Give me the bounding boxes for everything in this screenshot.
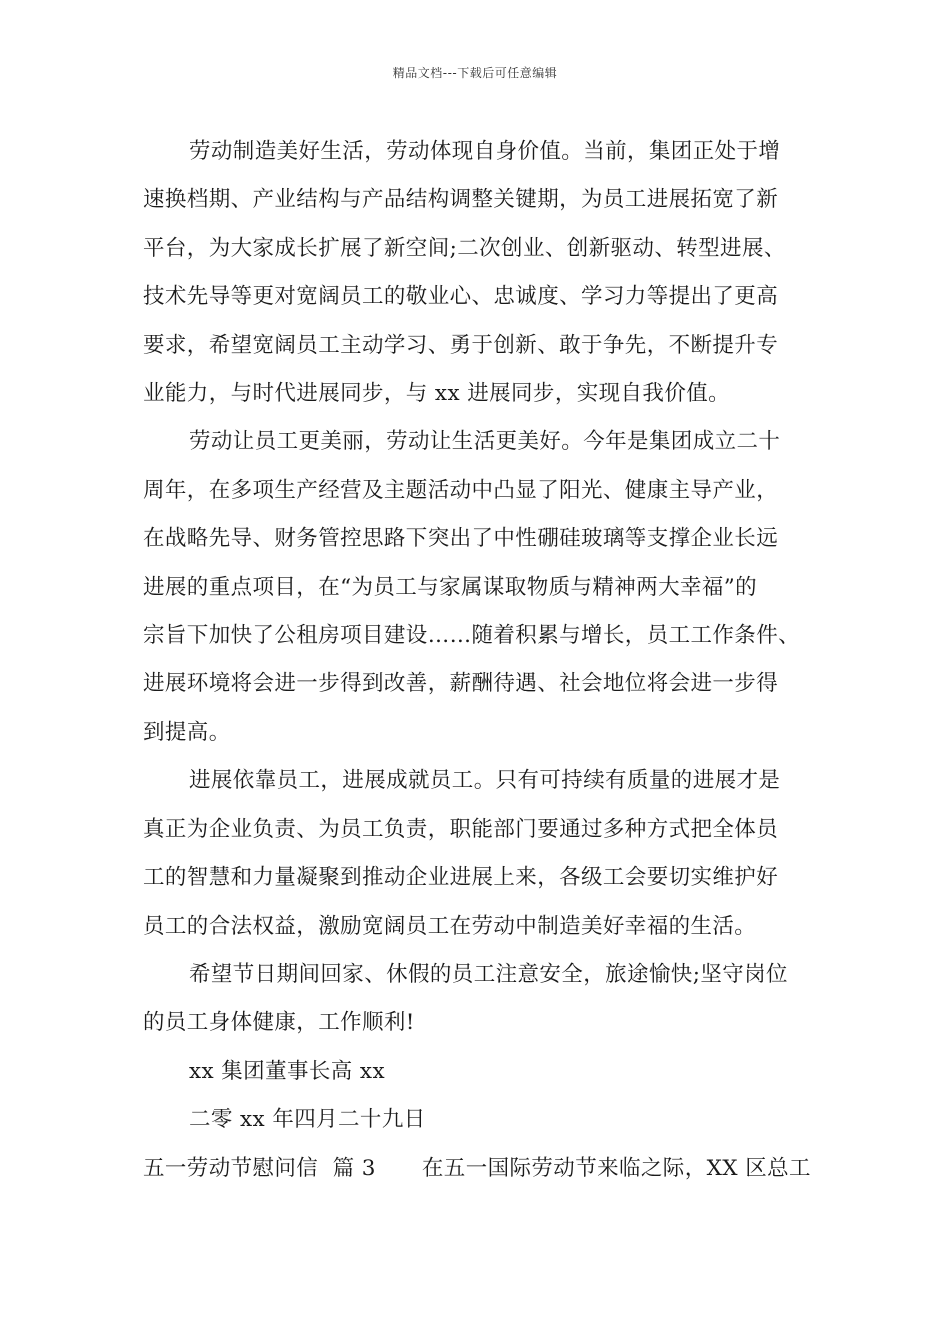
paragraph-line: 平台，为大家成长扩展了新空间;二次创业、创新驱动、转型进展、 [143,235,786,261]
paragraph-line: 劳动让员工更美丽，劳动让生活更美好。今年是集团成立二十 [189,429,781,455]
paragraph-line: 的员工身体健康，工作顺利! [143,1010,415,1036]
date-line [143,1096,815,1144]
paragraph-line: 要求，希望宽阔员工主动学习、勇于创新、敢于争先，不断提升专 [143,332,779,358]
date-text: 二零 xx 年四月二十九日 [189,1107,426,1133]
paragraph-line: 员工的合法权益，激励宽阔员工在劳动中制造美好幸福的生活。 [143,913,757,939]
paragraph-development-relies-on-staff [143,757,815,951]
paragraph-labor-beautifies [143,418,815,757]
paragraph-line: 宗旨下加快了公租房项目建设……随着积累与增长，员工工作条件、 [143,623,801,649]
paragraph-line: 在战略先导、财务管控思路下突出了中性硼硅玻璃等支撑企业长远 [143,526,779,552]
signature-line [143,1048,815,1096]
signature-text: xx 集团董事长高 xx [189,1058,385,1084]
paragraph-labor-creates-value [143,128,815,418]
paragraph-line: 工的智慧和力量凝聚到推动企业进展上来，各级工会要切实维护好 [143,865,779,891]
paragraph-holiday-wishes [143,951,815,1048]
paragraph-line: 希望节日期间回家、休假的员工注意安全，旅途愉快;坚守岗位 [189,961,788,987]
section-opening-text: 在五一国际劳动节来临之际，XX 区总工 [421,1155,811,1181]
section-title: 五一劳动节慰问信 篇 3 [143,1155,376,1181]
paragraph-line: 劳动制造美好生活，劳动体现自身价值。当前，集团正处于增 [189,139,781,164]
paragraph-line: 周年，在多项生产经营及主题活动中凸显了阳光、健康主导产业， [143,477,779,503]
paragraph-line: 进展的重点项目，在“为员工与家属谋取物质与精神两大幸福”的 [143,574,758,600]
paragraph-line: 进展依靠员工，进展成就员工。只有可持续有质量的进展才是 [189,768,781,794]
paragraph-line: 真正为企业负责、为员工负责，职能部门要通过多种方式把全体员 [143,816,779,842]
paragraph-line: 技术先导等更对宽阔员工的敬业心、忠诚度、学习力等提出了更高 [143,284,779,310]
document-body [143,128,815,1193]
paragraph-line: 业能力，与时代进展同步，与 xx 进展同步，实现自我价值。 [143,381,731,407]
paragraph-line: 进展环境将会进一步得到改善，薪酬待遇、社会地位将会进一步得 [143,671,779,697]
paragraph-line: 到提高。 [143,719,231,745]
next-section-line [143,1145,815,1193]
page-header: 精品文档---下载后可任意编辑 [392,66,558,80]
paragraph-line: 速换档期、产业结构与产品结构调整关键期，为员工进展拓宽了新 [143,187,779,213]
